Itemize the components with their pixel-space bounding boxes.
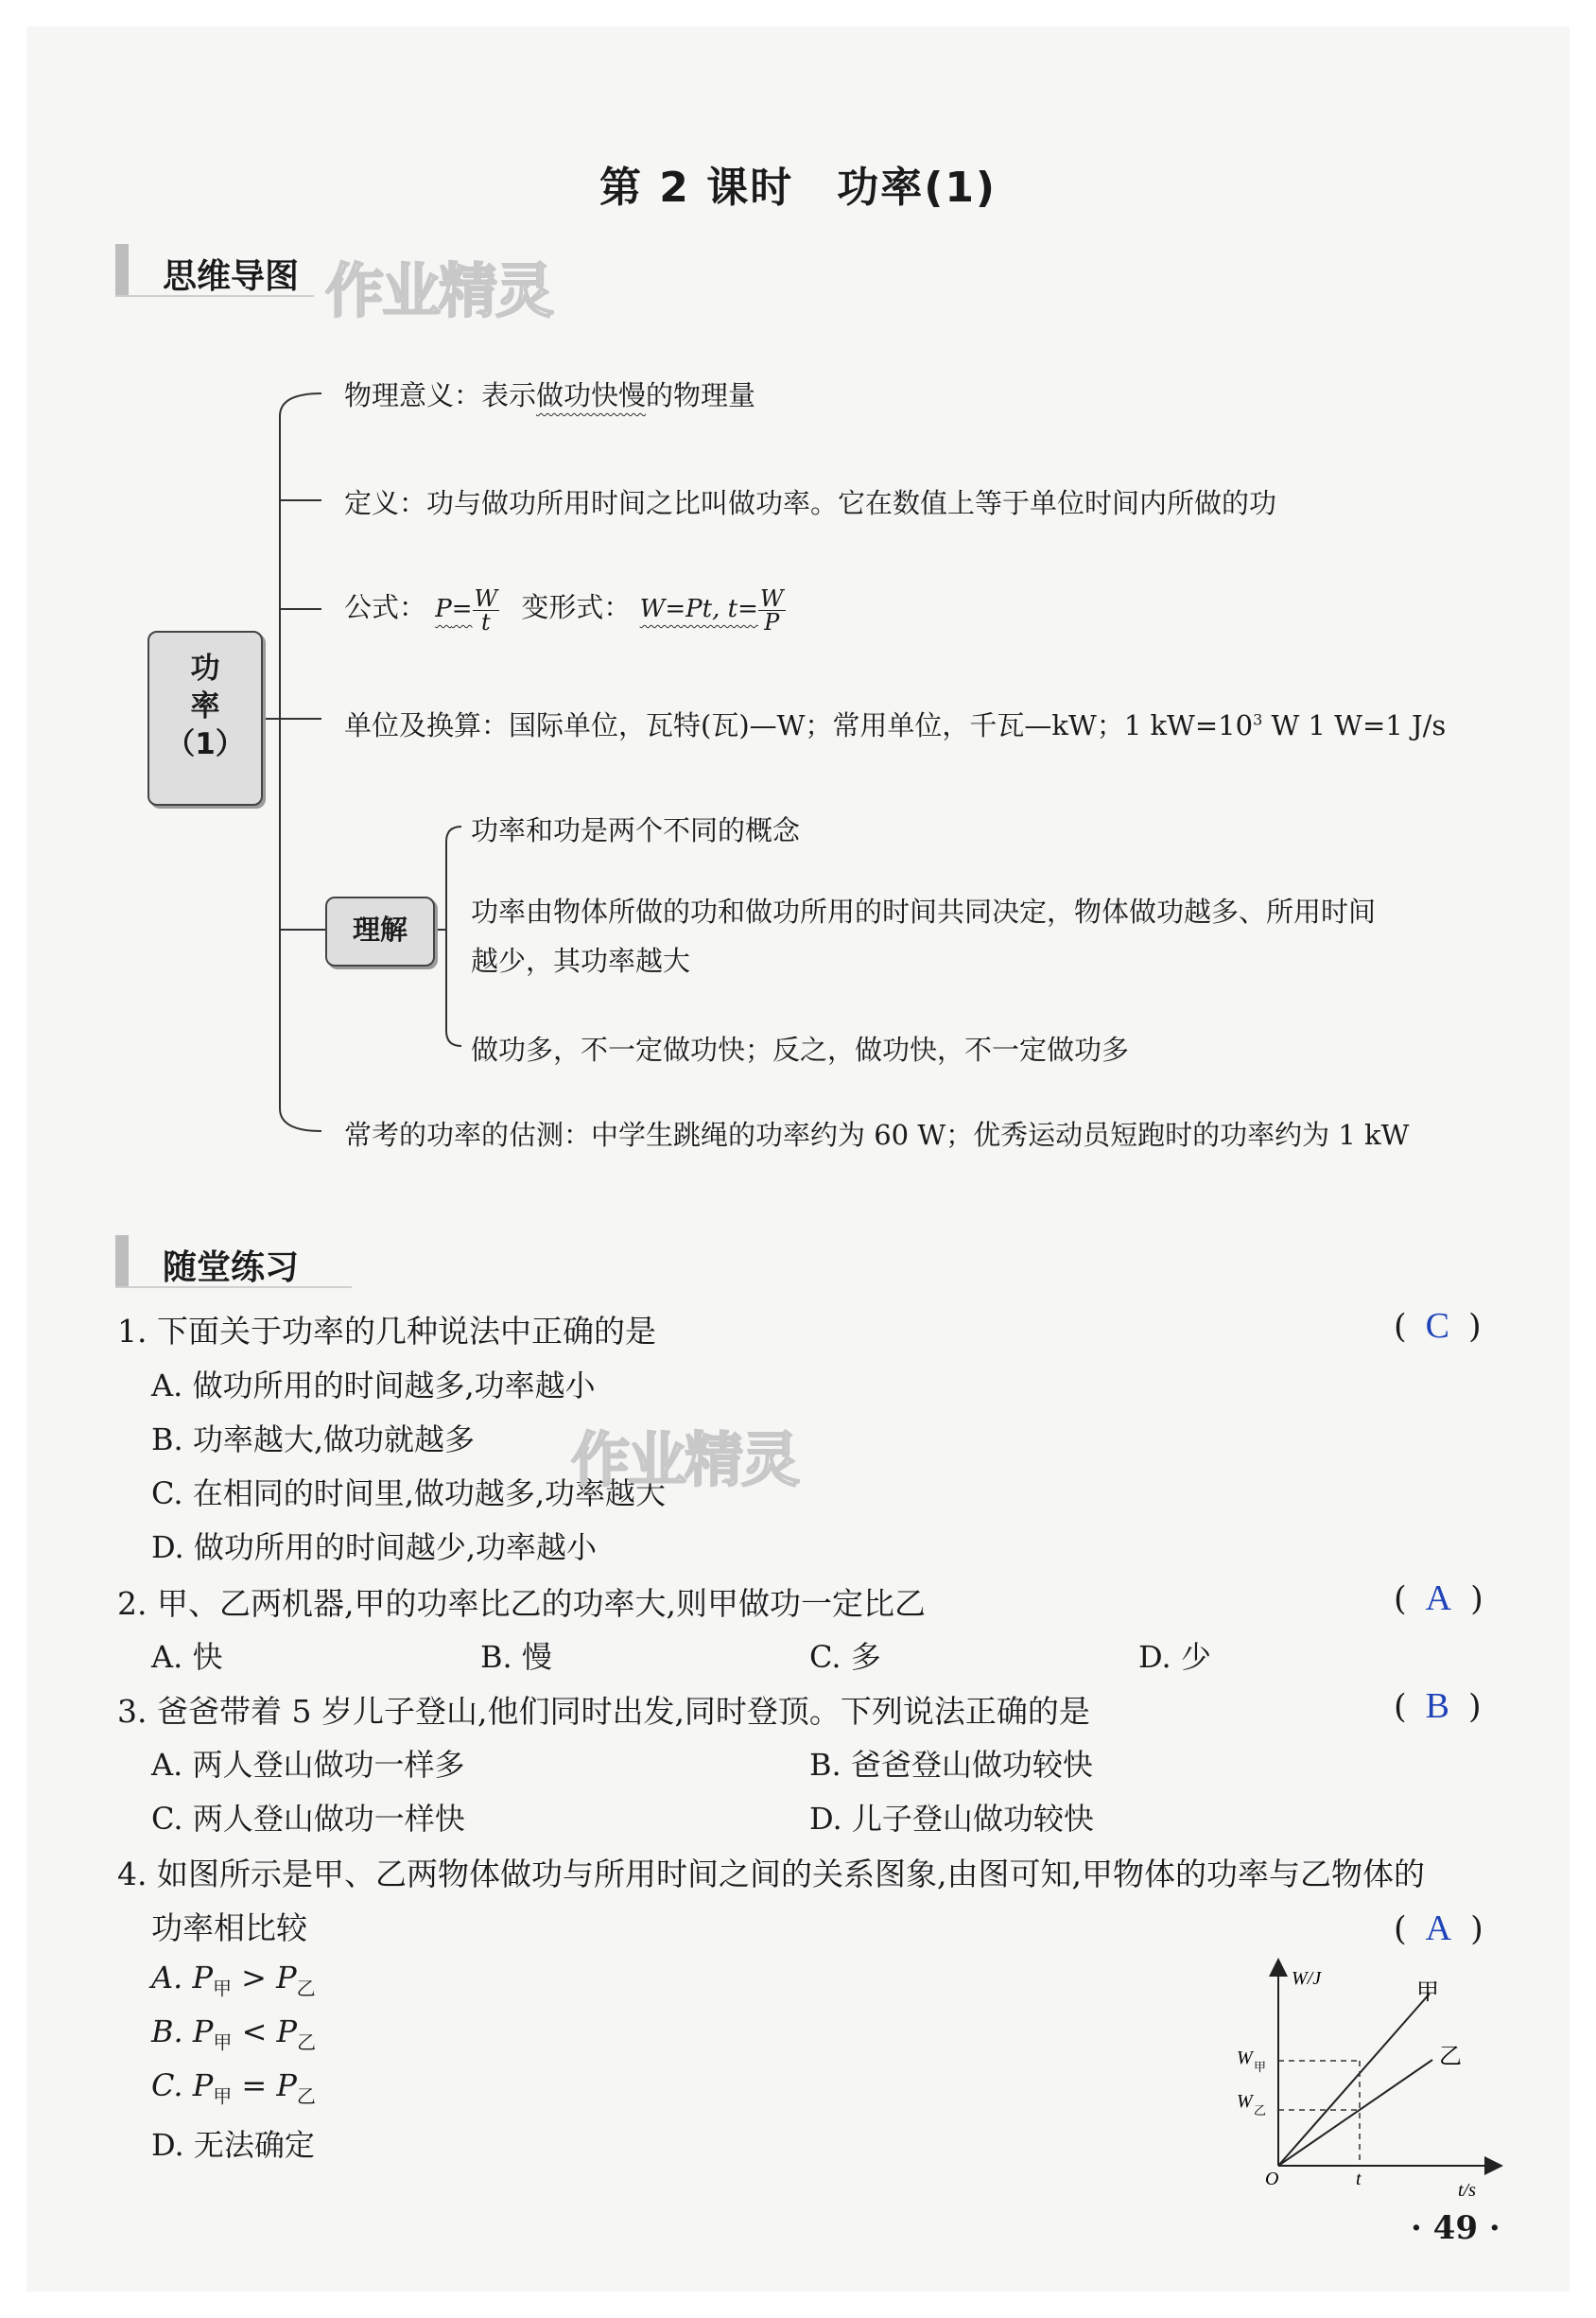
q3-option-d: D. 儿子登山做功较快 <box>809 1801 1094 1837</box>
q4-option-b: B. $P_甲 < P_乙$ <box>151 2013 317 2054</box>
practice-section-title: 随堂练习 <box>163 1248 300 1287</box>
question-4-stem-cont: 功率相比较 <box>151 1909 307 1946</box>
w-yi-label: W <box>1237 2091 1253 2112</box>
q1-option-b: B. 功率越大,做功就越多 <box>151 1421 476 1457</box>
understand-point-2a: 功率由物体所做的功和做功所用的时间共同决定，物体做功越多、所用时间 <box>471 896 1377 928</box>
q2-option-d: D. 少 <box>1138 1639 1211 1675</box>
watermark: 作业精灵 <box>325 256 553 325</box>
meaning-key: 做功快慢 <box>536 379 647 411</box>
q2-option-b: B. 慢 <box>480 1639 552 1675</box>
formula-variant: W=Pt, t= $\frac{W}{P}$ <box>639 584 784 636</box>
q4-option-d: D. 无法确定 <box>151 2127 315 2163</box>
x-axis-label: t/s <box>1458 2180 1476 2201</box>
origin-label: O <box>1265 2169 1279 2189</box>
line-jia-label: 甲 <box>1416 1978 1439 2005</box>
answer-4: ( A ) <box>1394 1908 1483 1948</box>
question-1-stem: 1. 下面关于功率的几种说法中正确的是 <box>117 1313 656 1350</box>
w-jia-label: W <box>1237 2048 1253 2068</box>
mindmap-meaning: 物理意义：表示做功快慢的物理量 <box>344 379 756 411</box>
line-jia <box>1278 1994 1430 2166</box>
mindmap-estimate: 常考的功率的估测：中学生跳绳的功率约为 60 W；优秀运动员短跑时的功率约为 1 kW <box>344 1119 1410 1151</box>
q3-option-b: B. 爸爸登山做功较快 <box>809 1747 1093 1783</box>
formula-main: P= $\frac{W}{t}$ <box>435 584 498 636</box>
w-yi-sub: 乙 <box>1254 2104 1267 2118</box>
q2-option-c: C. 多 <box>809 1639 881 1675</box>
answer-2: ( A ) <box>1394 1578 1483 1618</box>
q2-option-a: A. 快 <box>151 1639 223 1675</box>
mindmap-root-box <box>147 631 263 806</box>
understand-point-1: 功率和功是两个不同的概念 <box>471 814 801 846</box>
t-tick-label: t <box>1356 2169 1362 2189</box>
root-char-1: 功 <box>190 652 220 686</box>
root-char-2: 率 <box>190 689 220 723</box>
q3-option-a: A. 两人登山做功一样多 <box>151 1747 465 1783</box>
q1-option-c: C. 在相同的时间里,做功越多,功率越大 <box>151 1475 667 1511</box>
line-yi <box>1278 2060 1432 2166</box>
understand-box: 理解 <box>325 897 435 967</box>
root-char-3: （1） <box>165 727 245 761</box>
question-4-stem: 4. 如图所示是甲、乙两物体做功与所用时间之间的关系图象,由图可知,甲物体的功率与乙物体的 <box>117 1856 1425 1892</box>
mindmap-section-title: 思维导图 <box>163 257 300 296</box>
mindmap-definition: 定义：功与做功所用时间之比叫做功率。它在数值上等于单位时间内所做的功 <box>344 487 1277 519</box>
section-marker <box>115 1235 129 1286</box>
work-time-graph <box>1220 1958 1503 2204</box>
q1-option-d: D. 做功所用的时间越少,功率越小 <box>151 1529 598 1565</box>
q4-option-a: A. $P_甲 > P_乙$ <box>151 1960 316 2000</box>
mindmap-formula: 公式： P= $\frac{W}{t}$ 变形式： W=Pt, t= $\frac{W}{P}$ <box>344 584 784 636</box>
q4-option-c: C. $P_甲 = P_乙$ <box>151 2067 316 2108</box>
line-yi-label: 乙 <box>1439 2043 1462 2069</box>
answer-1: ( C ) <box>1394 1306 1482 1346</box>
q3-option-c: C. 两人登山做功一样快 <box>151 1801 465 1837</box>
mindmap-units: 单位及换算：国际单位，瓦特(瓦)—W；常用单位，千瓦—kW；1 $kW=10^3$ W 1 W=1 J/s <box>344 709 1447 741</box>
question-3-stem: 3. 爸爸带着 5 岁儿子登山,他们同时出发,同时登顶。下列说法正确的是 <box>117 1693 1090 1730</box>
w-jia-sub: 甲 <box>1254 2061 1267 2075</box>
understand-point-3: 做功多，不一定做功快；反之，做功快，不一定做功多 <box>471 1034 1130 1066</box>
understand-point-2b: 越少，其功率越大 <box>471 945 691 977</box>
answer-3: ( B ) <box>1394 1686 1482 1726</box>
watermark: 作业精灵 <box>571 1425 799 1494</box>
page-number: · 49 · <box>1411 2209 1501 2247</box>
y-axis-label: W/J <box>1292 1968 1322 1989</box>
q1-option-a: A. 做功所用的时间越多,功率越小 <box>151 1368 596 1403</box>
question-2-stem: 2. 甲、乙两机器,甲的功率比乙的功率大,则甲做功一定比乙 <box>117 1585 926 1622</box>
page-title: 第 2 课时 功率(1) <box>598 164 998 212</box>
